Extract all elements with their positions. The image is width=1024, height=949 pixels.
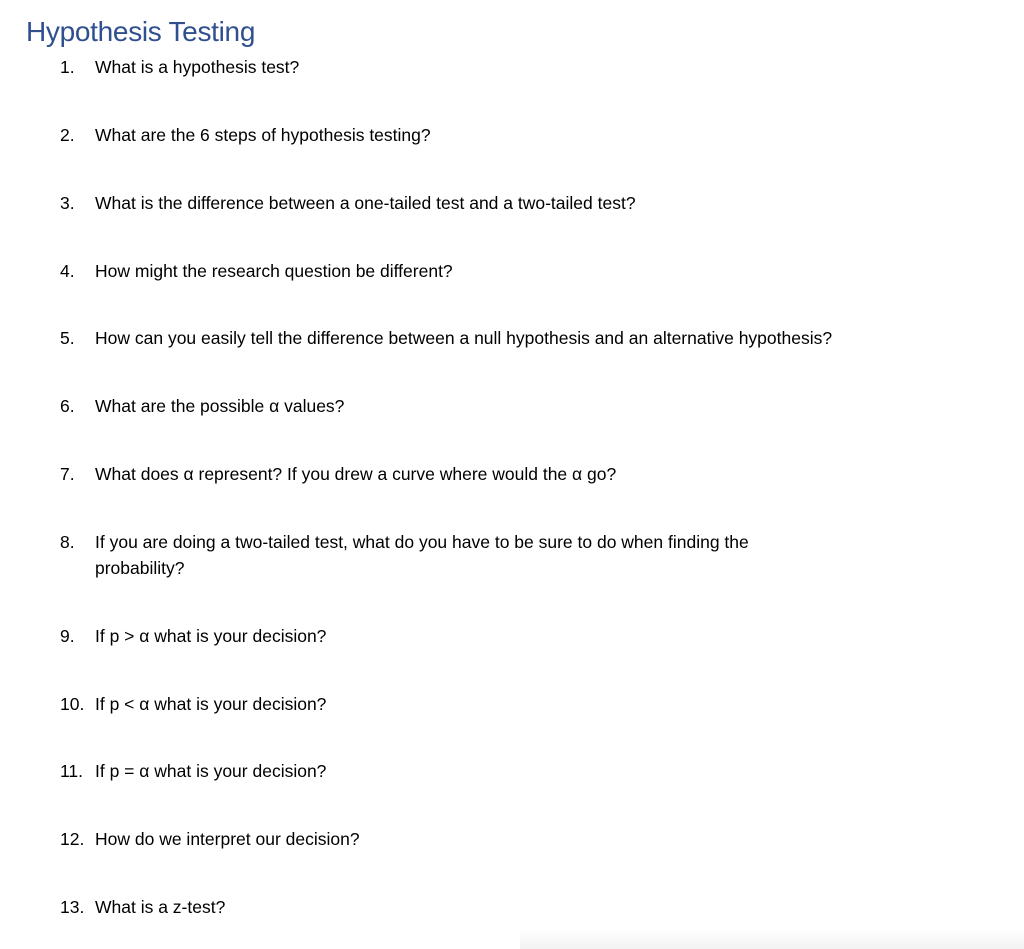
question-text: What are the possible α values? xyxy=(95,396,345,416)
question-number: 7. xyxy=(60,464,75,484)
question-text: If you are doing a two-tailed test, what do you have to be sure to do when finding the probability? xyxy=(95,532,749,578)
question-text: What is the difference between a one-tailed test and a two-tailed test? xyxy=(95,193,636,213)
question-text: What are the 6 steps of hypothesis testing? xyxy=(95,125,431,145)
page-bottom-shadow xyxy=(520,930,1024,949)
question-number: 13. xyxy=(60,897,85,917)
question-number: 9. xyxy=(60,626,75,646)
question-number: 12. xyxy=(60,829,85,849)
question-text: How can you easily tell the difference between a null hypothesis and an alternative hypothesis? xyxy=(95,328,833,348)
question-text: How might the research question be different? xyxy=(95,261,453,281)
question-text: What does α represent? If you drew a curve where would the α go? xyxy=(95,464,617,484)
question-text: What is a z-test? xyxy=(95,897,226,917)
question-text: If p < α what is your decision? xyxy=(95,694,327,714)
question-number: 1. xyxy=(60,57,75,77)
question-number: 6. xyxy=(60,396,75,416)
question-number: 11. xyxy=(60,761,84,781)
question-text: What is a hypothesis test? xyxy=(95,57,300,77)
question-text: How do we interpret our decision? xyxy=(95,829,360,849)
question-number: 3. xyxy=(60,193,75,213)
question-text: If p > α what is your decision? xyxy=(95,626,327,646)
document-title: Hypothesis Testing xyxy=(26,16,256,47)
question-number: 4. xyxy=(60,261,75,281)
question-number: 2. xyxy=(60,125,75,145)
question-number: 10. xyxy=(60,694,85,714)
question-number: 8. xyxy=(60,532,75,552)
question-text: If p = α what is your decision? xyxy=(95,761,327,781)
question-number: 5. xyxy=(60,328,75,348)
